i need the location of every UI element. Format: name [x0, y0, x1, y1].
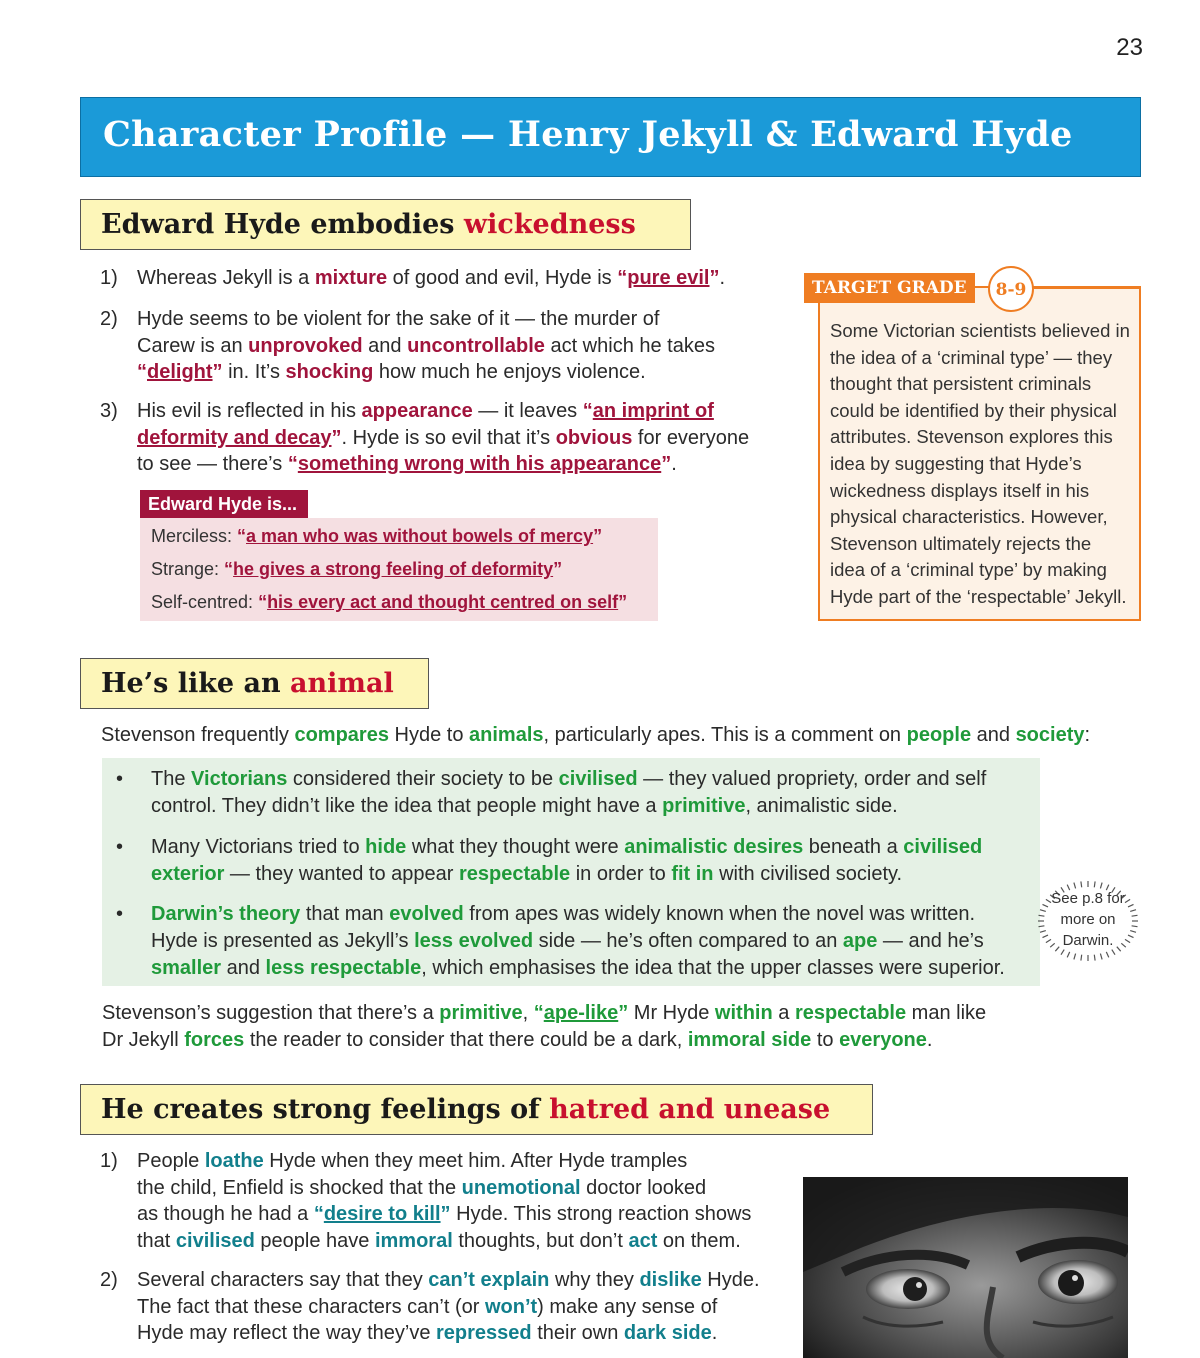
text-span: The fact that these characters can’t (or [137, 1295, 485, 1318]
heading-text: He’s like an [101, 668, 291, 699]
highlighted-phrase: “ [137, 361, 147, 384]
text-span: . [711, 1322, 718, 1345]
text-span: considered their society to be [287, 768, 559, 790]
target-grade-line: Stevenson ultimately rejects the [830, 532, 1092, 554]
hyde-quotes-box [140, 518, 658, 621]
text-line [151, 861, 982, 888]
text-span: that man [300, 903, 390, 925]
highlighted-phrase: “ [533, 1002, 544, 1024]
page-number: 23 [1116, 34, 1143, 61]
text-span: His evil is reflected in his [137, 400, 362, 422]
text-span: doctor looked [580, 1176, 707, 1199]
list-item-text [137, 398, 749, 478]
target-grade-line: could be identified by their physical [830, 399, 1117, 421]
text-line [137, 1294, 760, 1321]
text-span: Hyde is presented as Jekyll’s [151, 930, 415, 952]
intro-line [101, 722, 1090, 749]
highlighted-phrase: respectable [458, 863, 571, 885]
text-line [137, 1320, 760, 1347]
heading-highlight: wickedness [463, 209, 636, 240]
highlighted-phrase: compares [294, 724, 389, 746]
text-span: — and he’s [877, 930, 984, 952]
highlighted-phrase: Victorians [191, 768, 288, 790]
highlighted-phrase: immoral side [687, 1029, 812, 1051]
quote-label: Merciless: [151, 526, 238, 546]
target-grade-text [830, 318, 1135, 611]
highlighted-phrase: dislike [639, 1269, 702, 1291]
highlighted-phrase: civilised [175, 1229, 255, 1252]
text-line [151, 955, 1005, 982]
text-span: Stevenson frequently [101, 724, 295, 746]
text-span: — they valued propriety, order and self [637, 768, 987, 790]
conclusion-line [102, 1000, 986, 1027]
quote-text: he gives a strong feeling of deformity [233, 559, 554, 579]
highlighted-phrase: less evolved [414, 930, 534, 952]
list-number: 1) [100, 267, 118, 289]
text-span: Hyde seems to be violent for the sake of it — the murder of [137, 308, 660, 330]
target-grade-line: thought that persistent criminals [830, 373, 1092, 395]
text-line [137, 451, 749, 478]
highlighted-phrase: evolved [389, 903, 464, 925]
text-span: people have [254, 1229, 375, 1252]
see-note-line: more on [1060, 911, 1116, 928]
text-span: thoughts, but don’t [452, 1229, 629, 1252]
text-span: , [522, 1002, 534, 1024]
section-heading-wickedness [80, 199, 691, 250]
text-span: , particularly apes. This is a comment on [543, 724, 907, 746]
list-item-text [137, 265, 725, 292]
animal-conclusion-paragraph [102, 1000, 986, 1054]
highlighted-phrase: shocking [285, 361, 374, 384]
target-grade-line: attributes. Stevenson explores this [830, 426, 1113, 448]
text-line [151, 766, 986, 793]
text-span: The [151, 768, 192, 790]
highlighted-phrase: an imprint of [592, 400, 714, 422]
text-span: Hyde to [388, 724, 470, 746]
bullet-text [151, 766, 986, 820]
conclusion-line [102, 1027, 986, 1054]
text-span: why they [549, 1269, 640, 1291]
highlighted-phrase: smaller [151, 957, 222, 979]
target-grade-line: Some Victorian scientists believed in [830, 320, 1130, 341]
highlighted-phrase: civilised [558, 768, 638, 790]
bullet-text [151, 834, 982, 888]
text-span: what they thought were [406, 836, 625, 858]
text-line [151, 834, 982, 861]
highlighted-phrase: animals [469, 724, 544, 746]
text-line [137, 425, 749, 452]
highlighted-phrase: something wrong with his appearance [297, 453, 662, 476]
text-span: side — he’s often compared to an [533, 930, 843, 952]
text-span: from apes was widely known when the novel was written. [463, 903, 976, 925]
quote-text: his every act and thought centred on self [267, 592, 619, 612]
highlighted-phrase: deformity and decay [137, 426, 332, 449]
text-span: Several characters say that they [137, 1269, 429, 1291]
highlighted-phrase: forces [184, 1029, 245, 1051]
target-grade-line: physical characteristics. However, [830, 506, 1108, 528]
target-grade-line: idea by suggesting that Hyde’s [830, 452, 1082, 474]
section-heading-animal [80, 658, 429, 709]
text-span: the reader to consider that there could be a dark, [244, 1029, 688, 1051]
text-line [137, 359, 715, 386]
highlighted-phrase: desire to kill [323, 1203, 441, 1226]
target-grade-line: the idea of a ‘criminal type’ — they [830, 346, 1113, 368]
list-number: 2) [100, 308, 118, 330]
highlighted-phrase: won’t [484, 1295, 538, 1318]
target-grade-line: Hyde part of the ‘respectable’ Jekyll. [830, 585, 1127, 607]
highlighted-phrase: people [906, 724, 972, 746]
highlighted-phrase: respectable [794, 1002, 907, 1024]
section-heading-hatred [80, 1084, 873, 1135]
text-line [137, 1175, 751, 1202]
highlighted-phrase: ” [618, 1002, 629, 1024]
highlighted-phrase: civilised [903, 836, 983, 858]
highlighted-phrase: within [714, 1002, 773, 1024]
text-span: a [772, 1002, 795, 1024]
highlighted-phrase: pure evil [627, 267, 710, 289]
highlighted-phrase: ape [842, 930, 878, 952]
quote-text: a man who was without bowels of mercy [246, 526, 594, 546]
text-span: . [671, 453, 677, 476]
bullet-dot-icon: • [116, 768, 124, 790]
text-span: People [137, 1150, 205, 1172]
target-grade-rule [1034, 287, 1141, 289]
target-grade-line: idea of a ‘criminal type’ by making [830, 559, 1107, 581]
text-span: Stevenson’s suggestion that there’s a [102, 1002, 440, 1024]
text-span: act which he takes [544, 334, 715, 357]
quote-mark: “ [258, 592, 268, 612]
quote-mark: ” [553, 559, 563, 579]
quote-row [151, 592, 627, 613]
highlighted-phrase: “ [617, 267, 628, 289]
highlighted-phrase: primitive [439, 1002, 523, 1024]
target-grade-line: wickedness displays itself in his [830, 479, 1090, 501]
title-banner [80, 97, 1141, 177]
text-span: their own [531, 1322, 624, 1345]
hyde-box-title: Edward Hyde is... [140, 490, 308, 518]
text-span: , which emphasises the idea that the upper classes were superior. [421, 957, 1005, 979]
text-span: — they wanted to appear [224, 863, 459, 885]
highlighted-phrase: unemotional [461, 1176, 581, 1199]
heading-text: He creates strong feelings of [101, 1094, 550, 1125]
highlighted-phrase: society [1015, 724, 1085, 746]
quote-label: Strange: [151, 559, 225, 579]
text-span: ) make any sense of [537, 1295, 718, 1318]
text-line [137, 1201, 751, 1228]
list-number: 3) [100, 400, 118, 422]
quote-row [151, 559, 562, 580]
quote-mark: ” [618, 592, 628, 612]
text-span: Hyde. This strong reaction shows [450, 1203, 752, 1226]
highlighted-phrase: loathe [204, 1150, 264, 1172]
heading-highlight: animal [290, 668, 394, 699]
highlighted-phrase: ” [709, 267, 720, 289]
see-note-line: Darwin. [1062, 932, 1114, 949]
heading-highlight: hatred and unease [549, 1094, 831, 1125]
text-span: of good and evil, Hyde is [387, 267, 618, 289]
text-span: Mr Hyde [628, 1002, 715, 1024]
text-span: to see — there’s [137, 453, 288, 476]
highlighted-phrase: immoral [374, 1229, 453, 1252]
text-span: the child, Enfield is shocked that the [137, 1176, 462, 1199]
see-note-line: See p.8 for [1051, 890, 1125, 907]
text-span: Hyde may reflect the way they’ve [137, 1322, 437, 1345]
highlighted-phrase: everyone [839, 1029, 927, 1051]
quote-label: Self-centred: [151, 592, 259, 612]
text-line [137, 1228, 751, 1255]
highlighted-phrase: animalistic desires [624, 836, 804, 858]
text-span: and [221, 957, 266, 979]
highlighted-phrase: delight [147, 361, 213, 384]
highlighted-phrase: fit in [671, 863, 714, 885]
highlighted-phrase: ” [331, 426, 342, 449]
highlighted-phrase: Darwin’s theory [151, 903, 301, 925]
highlighted-phrase: dark side [623, 1322, 712, 1345]
highlighted-phrase: unprovoked [248, 334, 363, 357]
text-line [137, 333, 715, 360]
quote-mark: “ [224, 559, 234, 579]
text-span: control. They didn’t like the idea that people might have a [151, 795, 663, 817]
highlighted-phrase: obvious [555, 426, 633, 449]
list-number: 2) [100, 1269, 118, 1291]
highlighted-phrase: appearance [361, 400, 473, 422]
text-span: , animalistic side. [745, 795, 898, 817]
list-item-text [137, 306, 715, 386]
text-span: Many Victorians tried to [151, 836, 366, 858]
quote-mark: ” [593, 526, 603, 546]
highlighted-phrase: can’t explain [428, 1269, 550, 1291]
text-span: for everyone [632, 426, 750, 449]
page-title: Character Profile — Henry Jekyll & Edward Hyde [103, 114, 1073, 155]
target-grade-label: TARGET GRADE [804, 273, 975, 303]
text-span: Dr Jekyll [102, 1029, 185, 1051]
highlighted-phrase: “ [313, 1203, 324, 1226]
text-span: Hyde when they meet him. After Hyde tramples [263, 1150, 688, 1172]
text-span: in. It’s [222, 361, 286, 384]
text-span: and [971, 724, 1016, 746]
text-line [137, 1148, 751, 1175]
see-page-note [1032, 876, 1144, 966]
text-span: Whereas Jekyll is a [137, 267, 315, 289]
heading-text: Edward Hyde embodies [101, 209, 464, 240]
text-span: Hyde. [701, 1269, 760, 1291]
text-span: . Hyde is so evil that it’s [341, 426, 556, 449]
text-span: how much he enjoys violence. [373, 361, 646, 384]
text-line [151, 793, 986, 820]
text-span: beneath a [803, 836, 904, 858]
text-span: and [362, 334, 408, 357]
bullet-dot-icon: • [116, 903, 124, 925]
text-span: . [719, 267, 726, 289]
text-span: . [926, 1029, 933, 1051]
list-item-text [137, 1148, 751, 1254]
text-line [151, 928, 1005, 955]
text-span: that [137, 1229, 176, 1252]
text-span: as though he had a [137, 1203, 314, 1226]
highlighted-phrase: repressed [436, 1322, 532, 1345]
highlighted-phrase: ” [440, 1203, 451, 1226]
text-line [137, 265, 725, 292]
text-span: Carew is an [137, 334, 249, 357]
text-line [151, 901, 1005, 928]
target-grade-badge: 8-9 [988, 266, 1034, 312]
bullet-text [151, 901, 1005, 982]
text-span: on them. [657, 1229, 741, 1252]
highlighted-phrase: ” [661, 453, 672, 476]
quote-mark: “ [237, 526, 247, 546]
text-line [137, 1267, 760, 1294]
list-item-text [137, 1267, 760, 1347]
hyde-face-photo [803, 1177, 1128, 1358]
text-line [137, 306, 715, 333]
highlighted-phrase: exterior [151, 863, 225, 885]
highlighted-phrase: “ [582, 400, 593, 422]
highlighted-phrase: “ [287, 453, 298, 476]
highlighted-phrase: ” [212, 361, 223, 384]
text-span: with civilised society. [713, 863, 903, 885]
text-span: to [811, 1029, 840, 1051]
highlighted-phrase: hide [365, 836, 407, 858]
list-number: 1) [100, 1150, 118, 1172]
highlighted-phrase: less respectable [265, 957, 422, 979]
highlighted-phrase: primitive [662, 795, 746, 817]
animal-intro-paragraph [101, 722, 1090, 749]
text-line [137, 398, 749, 425]
highlighted-phrase: uncontrollable [407, 334, 545, 357]
text-span: : [1084, 724, 1091, 746]
highlighted-phrase: act [628, 1229, 658, 1252]
text-span: in order to [570, 863, 672, 885]
quote-row [151, 526, 602, 547]
highlighted-phrase: ape-like [543, 1002, 619, 1024]
bullet-dot-icon: • [116, 836, 124, 858]
text-span: man like [906, 1002, 987, 1024]
text-span: — it leaves [472, 400, 583, 422]
highlighted-phrase: mixture [314, 267, 388, 289]
